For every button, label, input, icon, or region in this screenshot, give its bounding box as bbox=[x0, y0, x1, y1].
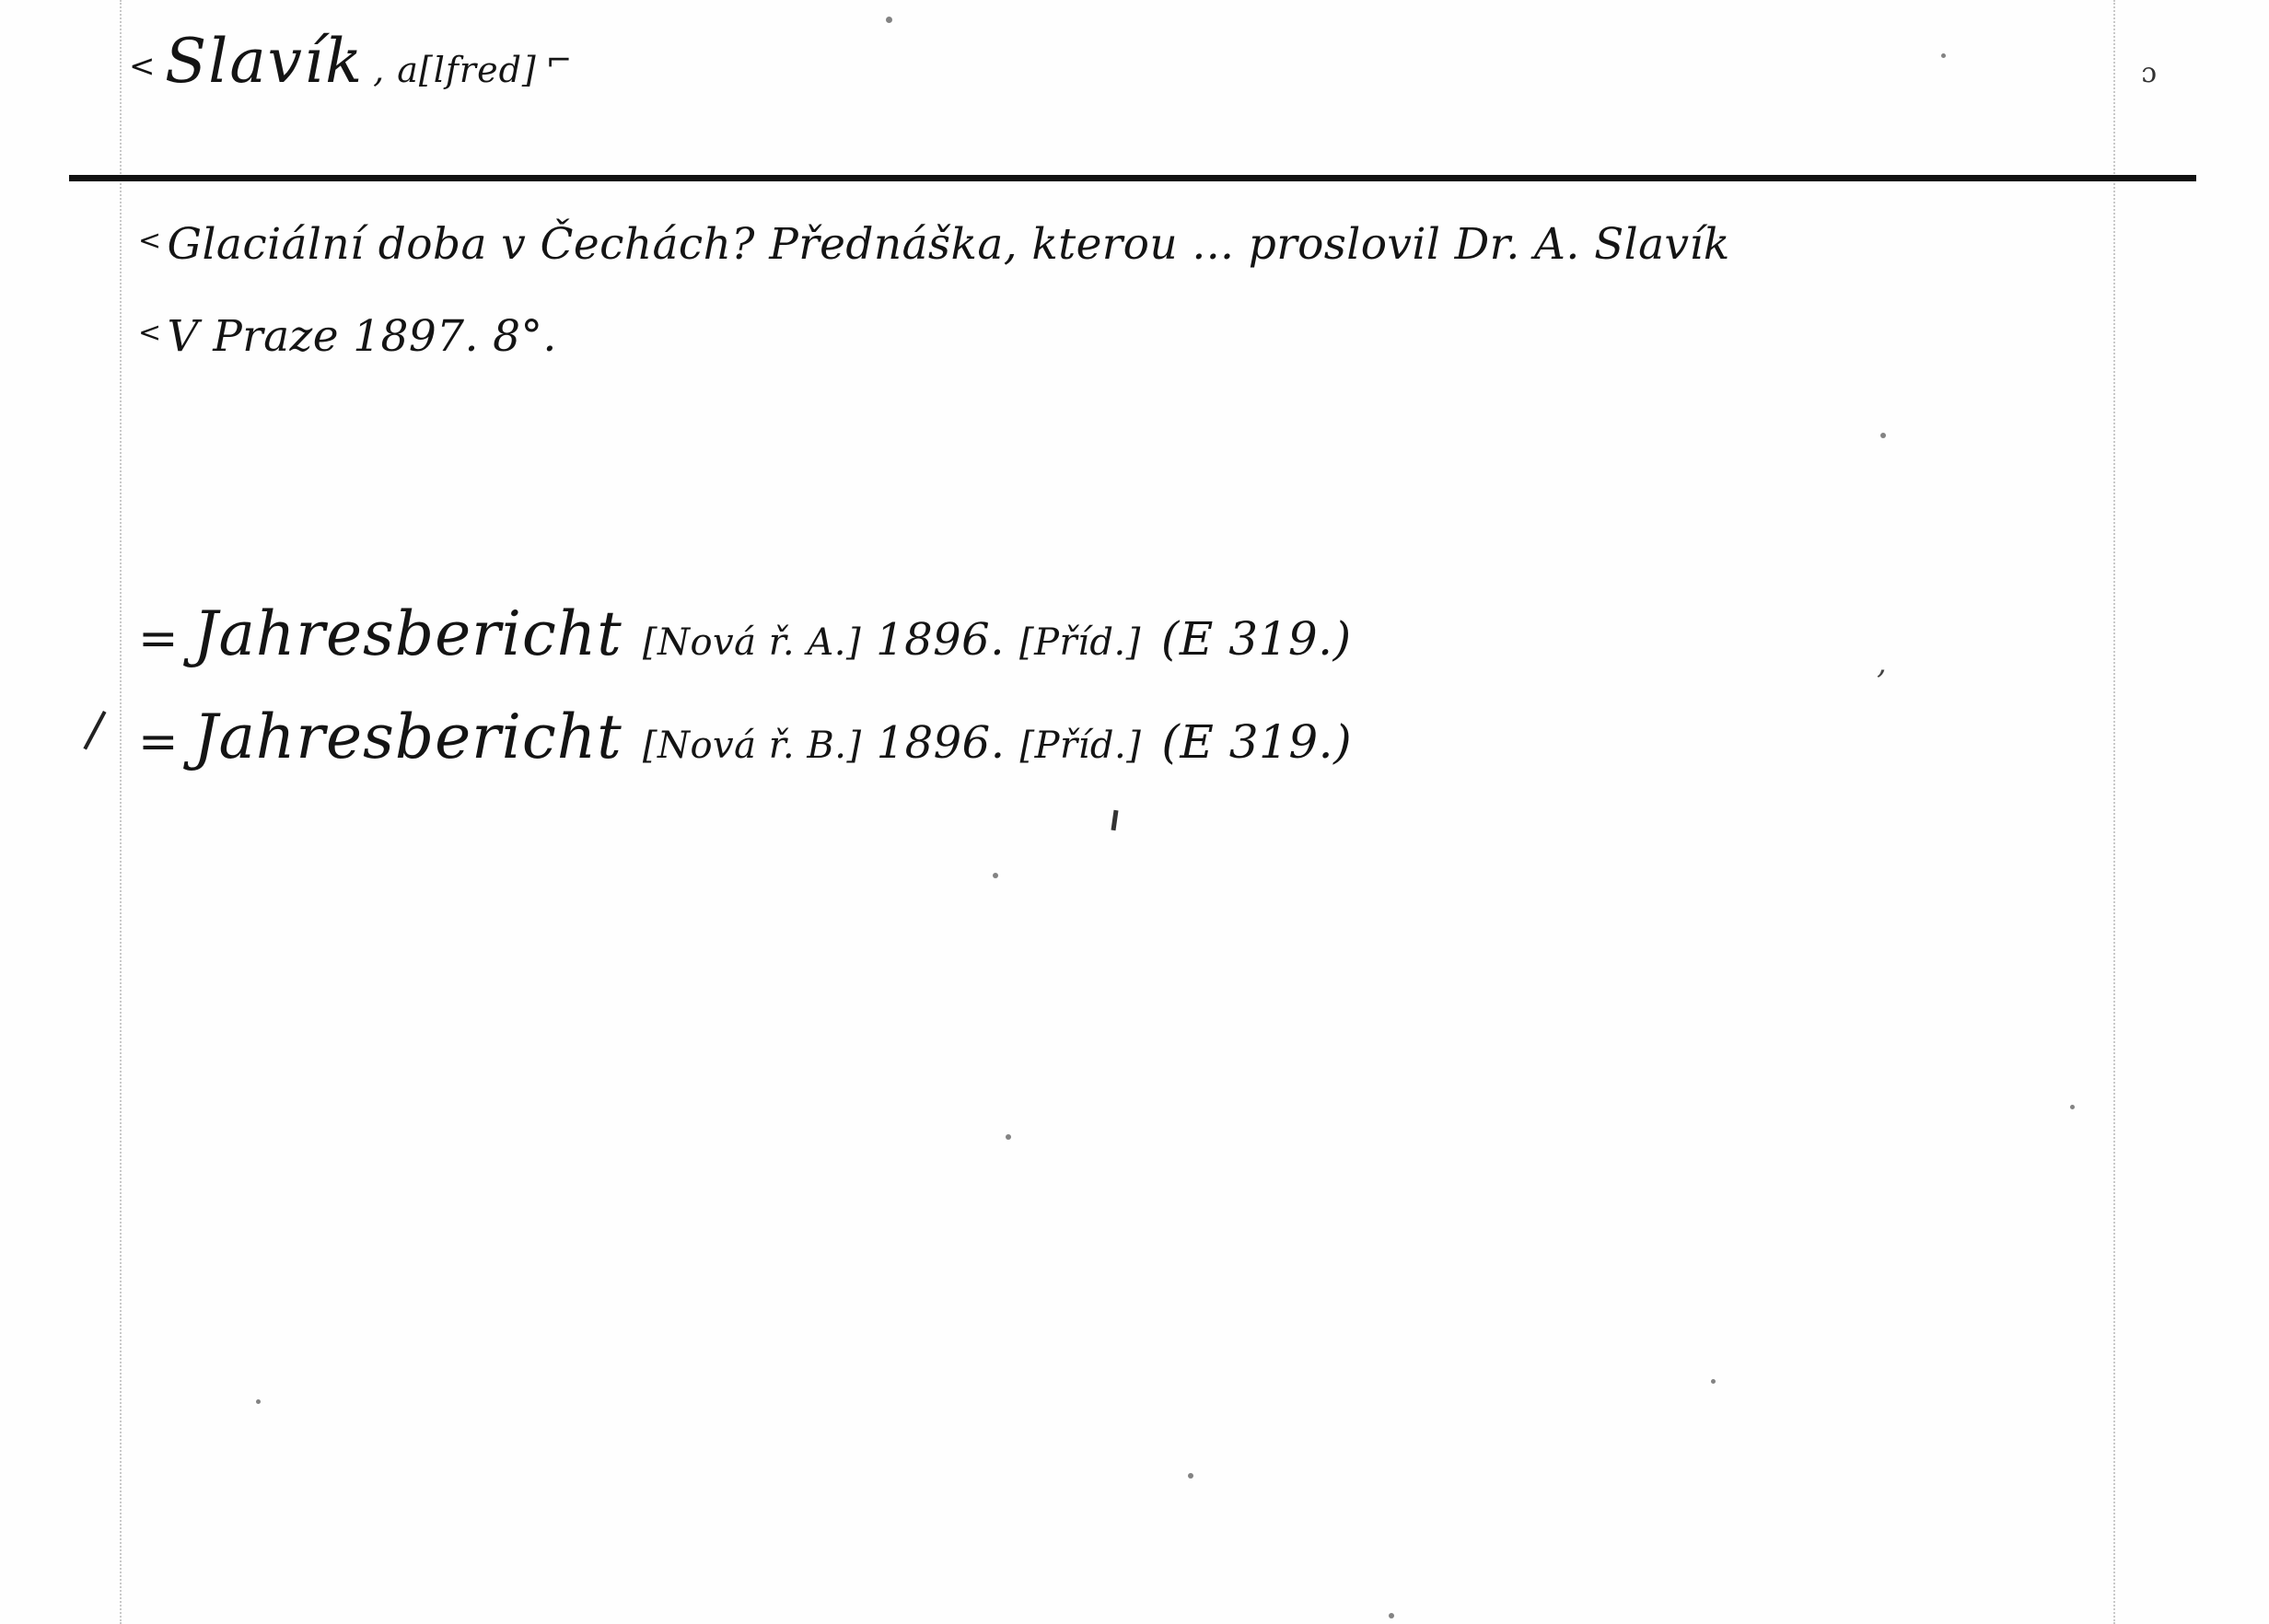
title-line-one bbox=[138, 219, 1730, 270]
reference-part: [Nová ř. A.] bbox=[642, 621, 862, 664]
reference-supplement: [Příd.] bbox=[1018, 621, 1141, 664]
reference-equals-sign: = bbox=[138, 611, 180, 667]
scan-speck bbox=[1188, 1473, 1193, 1479]
author-end-mark: ⌐ bbox=[545, 42, 573, 79]
author-heading bbox=[129, 26, 573, 97]
heading-rule bbox=[69, 175, 2196, 181]
imprint-open-caret: < bbox=[138, 317, 162, 349]
reference-year: 1896. bbox=[876, 717, 1006, 769]
scan-speck bbox=[256, 1399, 261, 1404]
scan-speck bbox=[2070, 1105, 2075, 1109]
reference-year: 1896. bbox=[876, 614, 1005, 666]
reference-supplement: [Příd.] bbox=[1019, 725, 1142, 767]
title-line-two bbox=[138, 311, 557, 362]
scan-speck bbox=[1711, 1379, 1716, 1384]
title-text-one: Glaciální doba v Čechách? Přednáška, kterou ... proslovil Dr. A. Slavík bbox=[167, 219, 1730, 270]
reference-serial-title: Jahresbericht bbox=[193, 702, 623, 772]
reference-equals-sign: = bbox=[138, 714, 180, 770]
author-open-caret: < bbox=[129, 48, 156, 85]
scan-speck bbox=[1880, 433, 1886, 438]
reference-serial-title: Jahresbericht bbox=[193, 598, 623, 669]
left-margin-guide bbox=[120, 0, 122, 1624]
stray-ink-mark: , bbox=[1877, 644, 1888, 681]
stray-ink-mark bbox=[1111, 810, 1118, 830]
pen-slash-mark bbox=[83, 711, 140, 768]
scan-speck bbox=[1941, 53, 1946, 58]
author-surname: Slavík bbox=[165, 26, 365, 97]
reference-entry bbox=[138, 598, 1352, 669]
author-forename: , a[lfred] bbox=[373, 50, 537, 90]
reference-shelfmark: (E 319.) bbox=[1161, 715, 1353, 769]
scan-speck bbox=[886, 17, 892, 23]
right-margin-guide bbox=[2113, 0, 2115, 1624]
title-open-caret: < bbox=[138, 225, 162, 257]
reference-part: [Nová ř. B.] bbox=[642, 725, 862, 767]
scan-speck bbox=[993, 873, 998, 878]
imprint-text: V Praze 1897. 8°. bbox=[167, 311, 557, 362]
reference-shelfmark: (E 319.) bbox=[1160, 612, 1352, 666]
scan-speck bbox=[1006, 1134, 1011, 1140]
scan-speck bbox=[1389, 1613, 1394, 1618]
reference-entry bbox=[138, 702, 1352, 772]
corner-annotation: ɔ bbox=[2141, 57, 2157, 89]
